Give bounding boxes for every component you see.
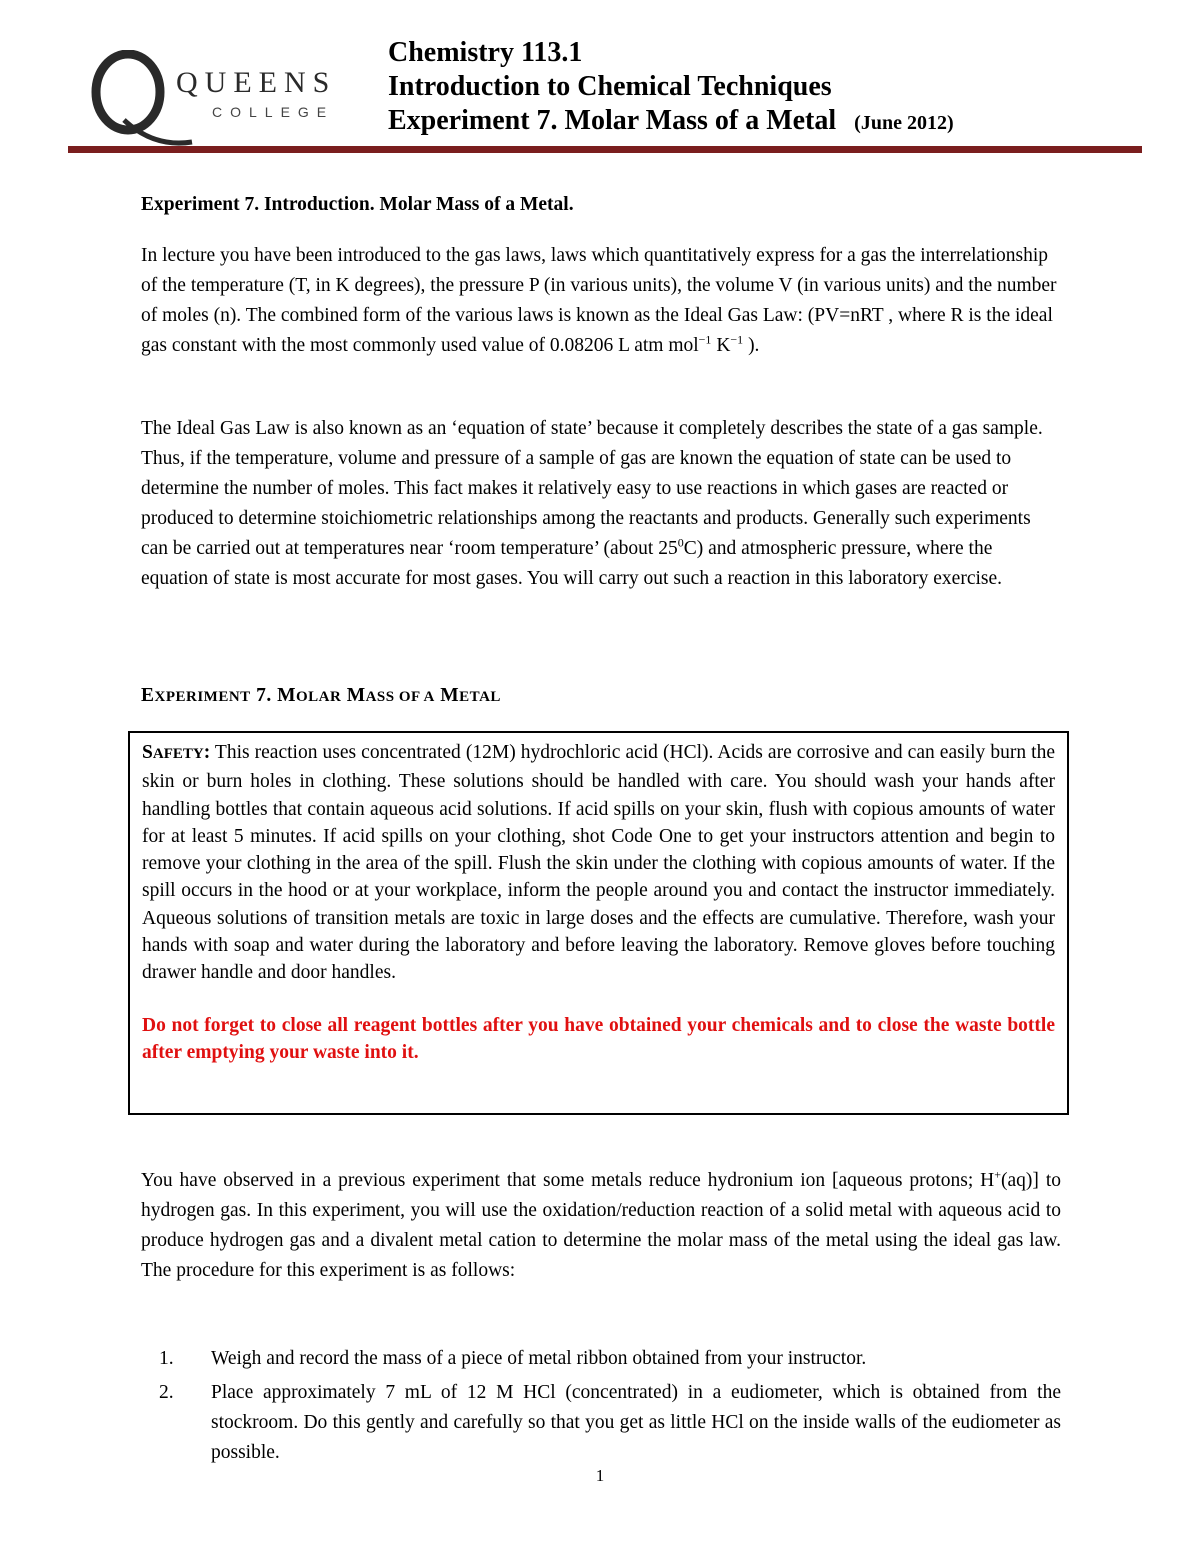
safety-text: [142, 739, 1055, 987]
step-number: 1.: [159, 1348, 174, 1369]
safety-label-colon: :: [203, 742, 211, 763]
safety-label-cap: S: [142, 742, 153, 763]
para1-text: In lecture you have been introduced to the gas laws, laws which quantitatively express for a gas the interrelationship of the temperature (T, in K degrees), the pressure P (in various units), the volume V (in various units) and the number of moles (n). The combined form of the various laws is known as the Ideal Gas Law: (PV=nRT , where R is the ideal gas constant with the most commonly used value of 0.08206 L atm mol: [141, 245, 1057, 356]
header-date: (June 2012): [854, 112, 954, 134]
para1-k: K: [711, 335, 731, 356]
experiment-title: [388, 104, 954, 140]
header-divider: [68, 146, 1142, 153]
para2-text-b: C) and atmospheric pressure, where the equation of state is most accurate for most gases. You will carry out such a reaction in this laboratory exercise.: [141, 538, 1003, 589]
heading-part: ASS OF A: [365, 689, 435, 705]
course-subtitle: Introduction to Chemical Techniques: [388, 71, 832, 102]
heading-part: M: [341, 685, 366, 706]
list-item: [141, 1378, 1061, 1468]
step-text: Weigh and record the mass of a piece of metal ribbon obtained from your instructor.: [211, 1348, 867, 1369]
course-title: Chemistry 113.1: [388, 37, 583, 68]
procedure-steps: [141, 1344, 1061, 1472]
step-text: Place approximately 7 mL of 12 M HCl (concentrated) in a eudiometer, which is obtained from the stockroom. Do this gently and carefully so that you get as little HCl on the inside walls of the eudiometer as possible.: [211, 1382, 1061, 1463]
heading-part: M: [434, 685, 460, 706]
para1-sup-2: −1: [730, 332, 744, 347]
heading-part: E: [141, 685, 155, 706]
procedure-intro: [141, 1166, 1061, 1286]
para1-sup-1: −1: [698, 332, 712, 347]
heading-part: XPERIMENT: [154, 689, 251, 705]
intro-heading: Experiment 7. Introduction. Molar Mass of a Metal.: [141, 194, 574, 215]
experiment-title-text: Experiment 7. Molar Mass of a Metal: [388, 105, 837, 136]
heading-part: ETAL: [459, 689, 501, 705]
procedure-intro-sup: +: [994, 1167, 1002, 1182]
para2-sup: 0: [677, 535, 684, 550]
safety-warning: Do not forget to close all reagent bottles after you have obtained your chemicals and to close the waste bottle after emptying your waste into it.: [142, 1014, 1055, 1063]
step-number: 2.: [159, 1382, 174, 1403]
procedure-intro-a: You have observed in a previous experiment that some metals reduce hydronium ion [aqueous protons; H: [141, 1170, 995, 1191]
logo-college-text: COLLEGE: [212, 104, 335, 120]
intro-paragraph-1: [141, 241, 1061, 361]
safety-box: [128, 731, 1069, 1115]
safety-body: This reaction uses concentrated (12M) hydrochloric acid (HCl). Acids are corrosive and can easily burn the skin or burn holes in clothing. These solutions should be handled with care. You should wash your hands after handling bottles that contain aqueous acid solutions. If acid spills on your skin, flush with copious amounts of water for at least 5 minutes. If acid spills on your clothing, shot Code One to get your instructors attention and begin to remove your clothing in the area of the spill. Flush the skin under the clothing with copious amounts of water. If the spill occurs in the hood or at your workplace, inform the people around you and contact the instructor immediately. Aqueous solutions of transition metals are toxic in large doses and the effects are cumulative. Therefore, wash your hands with soap and water during the laboratory and before leaving the laboratory. Remove gloves before touching drawer handle and door handles.: [142, 742, 1055, 984]
page-number: 1: [595, 1466, 605, 1485]
q-logo-icon: [84, 50, 194, 150]
para1-end: ).: [743, 335, 760, 356]
header-titles: [388, 36, 954, 140]
heading-part: OLAR: [295, 689, 342, 705]
para2-text-a: The Ideal Gas Law is also known as an ‘equation of state’ because it completely describes the state of a gas sample. Thus, if the temperature, volume and pressure of a sample of gas are known the equation of state can be used to determine the number of moles. This fact makes it relatively easy to use reactions in which gases are reacted or produced to determine stoichiometric relationships among the reactants and products. Generally such experiments can be carried out at temperatures near ‘room temperature’ (about 25: [141, 418, 1043, 559]
section-heading: [141, 685, 501, 707]
heading-part: 7. M: [250, 685, 296, 706]
list-item: [141, 1344, 1061, 1374]
safety-label: [142, 742, 210, 763]
procedure-intro-b: (aq)] to hydrogen gas. In this experiment, you will use the oxidation/reduction reaction of a solid metal with aqueous acid to produce hydrogen gas and a divalent metal cation to determine the molar mass of the metal using the ideal gas law. The procedure for this experiment is as follows:: [141, 1170, 1061, 1281]
queens-college-logo: [84, 50, 374, 146]
safety-label-sm: AFETY: [152, 746, 204, 762]
logo-queens-text: QUEENS: [176, 66, 337, 99]
intro-paragraph-2: [141, 414, 1061, 594]
